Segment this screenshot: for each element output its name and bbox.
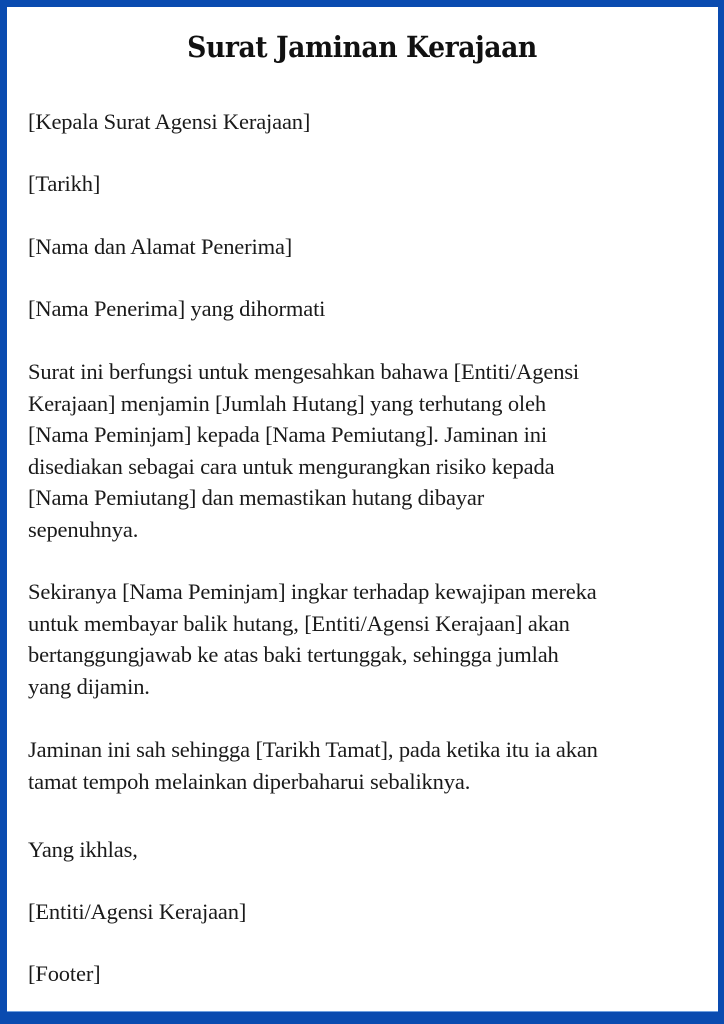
paragraph-line: [Nama Peminjam] kepada [Nama Pemiutang]. Jaminan ini [28, 422, 547, 448]
paragraph-line: sepenuhnya. [28, 516, 139, 542]
paragraph-default [28, 576, 700, 702]
footer-placeholder: [Footer] [28, 961, 101, 986]
date-placeholder: [Tarikh] [28, 171, 101, 196]
paragraph-validity [28, 734, 700, 797]
paragraph-line: tamat tempoh melainkan diperbaharui sebaliknya. [28, 768, 471, 794]
paragraph-line: untuk membayar balik hutang, [Entiti/Agensi Kerajaan] akan [28, 610, 570, 636]
paragraph-line: [Nama Pemiutang] dan memastikan hutang dibayar [28, 485, 485, 511]
paragraph-line: disediakan sebagai cara untuk mengurangkan risiko kepada [28, 453, 555, 479]
recipient-address: [Nama dan Alamat Penerima] [28, 234, 293, 259]
salutation: [Nama Penerima] yang dihormati [28, 296, 326, 321]
signatory: [Entiti/Agensi Kerajaan] [28, 899, 247, 924]
bottom-border-band [0, 1012, 724, 1024]
document-title: Surat Jaminan Kerajaan [187, 30, 537, 64]
paragraph-guarantee [28, 356, 700, 546]
paragraph-line: yang dijamin. [28, 673, 150, 699]
closing: Yang ikhlas, [28, 837, 138, 862]
letterhead: [Kepala Surat Agensi Kerajaan] [28, 109, 311, 134]
paragraph-line: Kerajaan] menjamin [Jumlah Hutang] yang terhutang oleh [28, 390, 546, 416]
paragraph-line: Sekiranya [Nama Peminjam] ingkar terhadap kewajipan mereka [28, 579, 597, 604]
paragraph-line: bertanggungjawab ke atas baki tertunggak, sehingga jumlah [28, 642, 559, 668]
paragraph-line: Surat ini berfungsi untuk mengesahkan bahawa [Entiti/Agensi [28, 359, 580, 384]
paragraph-line: Jaminan ini sah sehingga [Tarikh Tamat], pada ketika itu ia akan [28, 737, 598, 762]
